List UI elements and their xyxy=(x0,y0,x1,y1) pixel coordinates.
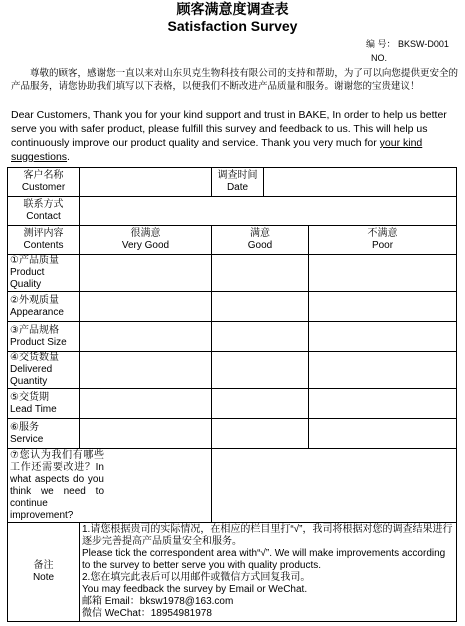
criterion-cn: ④交货数量 xyxy=(10,352,59,363)
poor-header-en: Poor xyxy=(371,240,394,251)
note-label-en: Note xyxy=(32,572,55,583)
good-cell[interactable] xyxy=(212,389,309,419)
survey-table xyxy=(7,167,457,622)
good-cell[interactable] xyxy=(212,352,309,389)
contact-row xyxy=(8,197,457,226)
contact-field[interactable] xyxy=(80,197,457,226)
intro-english xyxy=(11,108,463,164)
criterion-cell xyxy=(8,352,80,389)
customer-label-cell xyxy=(8,168,80,197)
note-line: Please tick the correspondent area with“√”. We will make improvements according to the survey to better serve you with quality products. xyxy=(82,548,446,571)
customer-field[interactable] xyxy=(80,168,212,197)
poor-cell[interactable] xyxy=(309,292,457,322)
note-email[interactable]: 邮箱 Email：bksw1978@163.com xyxy=(82,596,234,607)
date-label-en: Date xyxy=(226,182,249,193)
document-number: 编 号： BKSW-D001 xyxy=(366,39,449,49)
note-line: 1.请您根据贵司的实际情况，在相应的栏目里打“√”，我司将根据对您的调查结果进行逐步完善提高产品质量安全和服务。 xyxy=(82,524,453,547)
rating-row xyxy=(8,352,457,389)
header-row xyxy=(8,226,457,255)
note-label-cn: 备注 xyxy=(33,560,54,571)
criterion-en: Delivered Quantity xyxy=(10,364,53,387)
poor-cell[interactable] xyxy=(309,255,457,292)
criterion-cell xyxy=(8,389,80,419)
good-cell[interactable] xyxy=(212,419,309,449)
good-cell[interactable] xyxy=(212,292,309,322)
note-row xyxy=(8,523,457,622)
criterion-cell xyxy=(8,255,80,292)
very-good-cell[interactable] xyxy=(80,255,212,292)
rating-row xyxy=(8,255,457,292)
intro-english-suffix: . xyxy=(67,151,70,163)
poor-cell[interactable] xyxy=(309,389,457,419)
contact-label-en: Contact xyxy=(26,211,61,222)
criterion-en: Lead Time xyxy=(10,403,57,415)
very-good-cell[interactable] xyxy=(80,389,212,419)
poor-cell[interactable] xyxy=(309,352,457,389)
very-good-header-en: Very Good xyxy=(121,240,170,251)
criterion-cn: ①产品质量 xyxy=(10,255,59,266)
date-label-cn: 调查时间 xyxy=(217,170,258,181)
good-cell[interactable] xyxy=(212,322,309,352)
poor-header-cn: 不满意 xyxy=(367,228,398,239)
rating-row xyxy=(8,322,457,352)
improvement-answer-field[interactable] xyxy=(212,449,457,523)
good-cell[interactable] xyxy=(212,255,309,292)
very-good-header xyxy=(80,226,212,255)
criterion-cn: ⑤交货期 xyxy=(10,391,49,403)
rating-row xyxy=(8,292,457,322)
intro-english-underlined: your kind suggestions xyxy=(11,137,423,163)
criterion-cn: ⑥服务 xyxy=(10,421,39,433)
intro-chinese: 尊敬的顾客，感谢您一直以来对山东贝克生物科技有限公司的支持和帮助，为了可以向您提供更安全的产品服务，请您协助我们填写以下表格，以便我们不断改进产品质量和服务。谢谢您的宝贵建议！ xyxy=(11,68,458,92)
poor-header xyxy=(309,226,457,255)
customer-label-en: Customer xyxy=(21,182,66,193)
survey-title-chinese: 顾客满意度调查表 xyxy=(176,1,289,17)
criterion-cell xyxy=(8,292,80,322)
good-header xyxy=(212,226,309,255)
note-content xyxy=(80,523,457,622)
note-label-cell xyxy=(8,523,80,622)
criterion-cn: ②外观质量 xyxy=(10,294,59,306)
poor-cell[interactable] xyxy=(309,419,457,449)
customer-label-cn: 客户名称 xyxy=(23,170,64,181)
contact-label-cell xyxy=(8,197,80,226)
criterion-en: Product Quality xyxy=(10,267,45,290)
date-label-cell xyxy=(212,168,264,197)
improvement-question: ⑦您认为我们有哪些工作还需要改进？In what aspects do you think we need to continue improvement? xyxy=(8,449,212,523)
note-wechat: 微信 WeChat：18954981978 xyxy=(82,608,212,619)
criterion-cell xyxy=(8,322,80,352)
improvement-row xyxy=(8,449,457,523)
contents-header xyxy=(8,226,80,255)
intro-english-text: Dear Customers, Thank you for your kind support and trust in BAKE, In order to help us better serve you with safer product, please fulfill this survey and feedback to us. This will help us continuously improve our product quality and service. Thank you very much for xyxy=(11,109,447,149)
survey-title-english: Satisfaction Survey xyxy=(167,18,298,34)
date-field[interactable] xyxy=(264,168,457,197)
criterion-cell xyxy=(8,419,80,449)
very-good-cell[interactable] xyxy=(80,352,212,389)
note-line: 2.您在填完此表后可以用邮件或微信方式回复我司。 xyxy=(82,572,311,583)
very-good-header-cn: 很满意 xyxy=(130,228,161,239)
no-label: NO. xyxy=(371,53,388,63)
very-good-cell[interactable] xyxy=(80,292,212,322)
criterion-en: Product Size xyxy=(10,336,67,348)
contents-header-en: Contents xyxy=(23,240,64,251)
very-good-cell[interactable] xyxy=(80,419,212,449)
criterion-en: Service xyxy=(10,433,44,445)
very-good-cell[interactable] xyxy=(80,322,212,352)
criterion-cn: ③产品规格 xyxy=(10,324,59,336)
rating-row xyxy=(8,389,457,419)
poor-cell[interactable] xyxy=(309,322,457,352)
customer-row xyxy=(8,168,457,197)
good-header-cn: 满意 xyxy=(250,228,270,239)
note-line: You may feedback the survey by Email or WeChat. xyxy=(82,584,308,595)
criterion-en: Appearance xyxy=(10,306,64,318)
rating-row xyxy=(8,419,457,449)
good-header-en: Good xyxy=(247,240,273,251)
contact-label-cn: 联系方式 xyxy=(23,199,64,210)
contents-header-cn: 测评内容 xyxy=(23,228,64,239)
